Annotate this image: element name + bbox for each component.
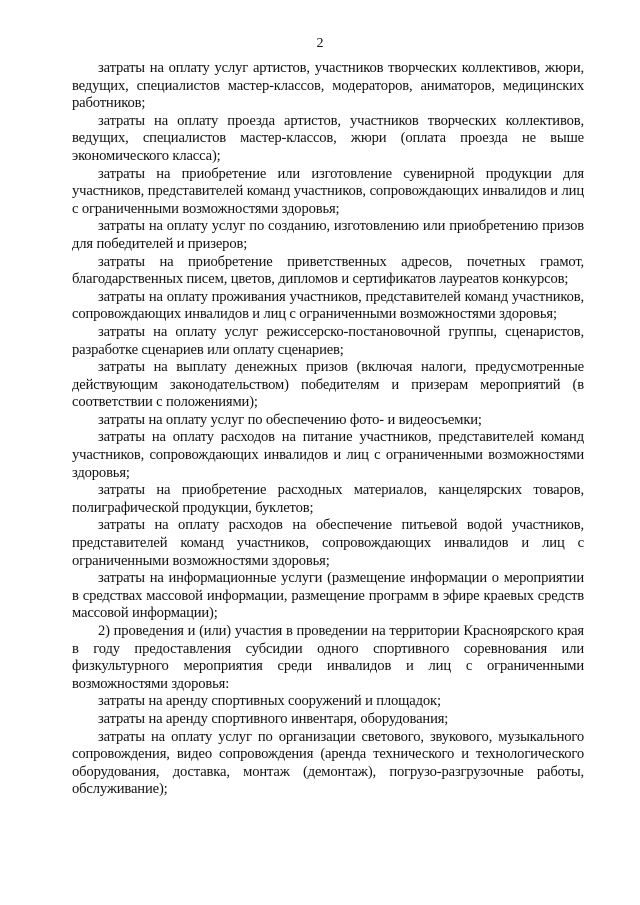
paragraph-equipment-rent: затраты на аренду спортивного инвентаря, оборудования;	[98, 710, 449, 727]
page-number: 2	[316, 36, 324, 51]
paragraph-prizes: затраты на оплату услуг по созданию, изготовлению или приобретению призов для победителей и призеров;	[72, 218, 584, 252]
paragraph-cash-prizes: затраты на выплату денежных призов (включая налоги, предусмотренные действующим законодательством) победителям и призерам мероприятий (в соответствии с положениями);	[72, 359, 584, 411]
document-body	[72, 60, 584, 799]
paragraph-accommodation: затраты на оплату проживания участников, представителей команд участников, сопровождающих инвалидов и лиц с ограниченными возможностями здоровья;	[72, 288, 584, 323]
paragraph-facility-rent: затраты на аренду спортивных сооружений и площадок;	[98, 693, 441, 710]
paragraph-artists-services: затраты на оплату услуг артистов, участников творческих коллективов, жюри, ведущих, специалистов мастер-классов, модераторов, аниматоров, медицинских работников;	[72, 60, 584, 112]
paragraph-information-services: затраты на информационные услуги (размещение информации о мероприятии в средствах массовой информации, размещение программ в эфире краевых средств массовой информации);	[72, 570, 584, 622]
paragraph-souvenirs: затраты на приобретение или изготовление сувенирной продукции для участников, представителей команд участников, сопровождающих инвалидов и лиц с ограниченными возможностями здоровья;	[72, 165, 584, 217]
paragraph-travel-costs: затраты на оплату проезда артистов, участников творческих коллективов, ведущих, специалистов мастер-классов, жюри (оплата проезда не выше экономического класса);	[72, 112, 584, 164]
paragraph-certificates: затраты на приобретение приветственных адресов, почетных грамот, благодарственных писем, цветов, дипломов и сертификатов лауреатов конкурсов;	[72, 253, 584, 288]
paragraph-light-sound: затраты на оплату услуг по организации светового, звукового, музыкального сопровождения, видео сопровождения (аренда технического и технологического оборудования, доставка, монтаж (демонтаж), погрузо-разгрузочные работы, обслуживание);	[72, 728, 584, 798]
paragraph-supplies: затраты на приобретение расходных материалов, канцелярских товаров, полиграфической продукции, буклетов;	[72, 482, 584, 516]
paragraph-photo-video: затраты на оплату услуг по обеспечению фото- и видеосъемки;	[98, 411, 482, 428]
paragraph-drinking-water: затраты на оплату расходов на обеспечение питьевой водой участников, представителей команд участников, сопровождающих инвалидов и лиц с ограниченными возможностями здоровья;	[72, 517, 584, 569]
paragraph-meals: затраты на оплату расходов на питание участников, представителей команд участников, сопровождающих инвалидов и лиц с ограниченными возможностями здоровья;	[72, 429, 584, 481]
paragraph-directing-group: затраты на оплату услуг режиссерско-постановочной группы, сценаристов, разработке сценариев или оплату сценариев;	[72, 323, 584, 358]
paragraph-section-2: 2) проведения и (или) участия в проведении на территории Красноярского края в году предоставления субсидии одного спортивного соревнования или физкультурного мероприятия среди инвалидов и лиц с ограниченными возможностями здоровья:	[72, 623, 584, 692]
